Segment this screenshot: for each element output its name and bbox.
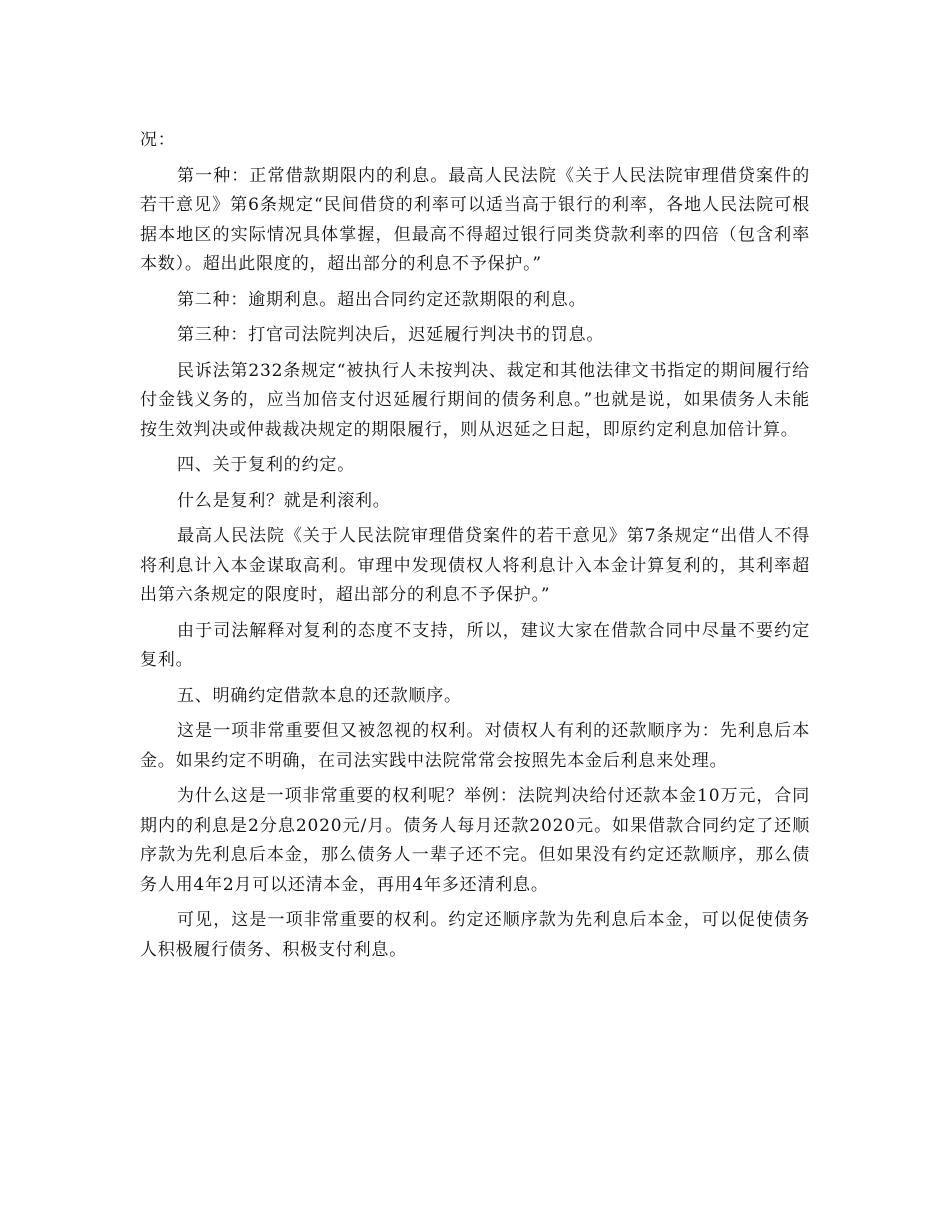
paragraph-repayment-example: 为什么这是一项非常重要的权利呢？举例：法院判决给付还款本金10万元，合同期内的利息是2分息2020元/月。债务人每月还款2020元。如果借款合同约定了还顺序款为先利息后本金，那么债务人一辈子还不完。但如果没有约定还款顺序，那么债务人用4年2月可以还清本金，再用4年多还清利息。: [140, 786, 810, 895]
paragraph-conclusion: 可见，这是一项非常重要的权利。约定还顺序款为先利息后本金，可以促使债务人积极履行债务、积极支付利息。: [140, 910, 810, 960]
heading-compound-interest: 四、关于复利的约定。: [177, 455, 355, 475]
paragraph-article-7: 最高人民法院《关于人民法院审理借贷案件的若干意见》第7条规定“出借人不得将利息计入本金谋取高利。审理中发现债权人将利息计入本金计算复利的，其利率超出第六条规定的限度时，超出部分的利息不予保护。”: [140, 526, 810, 605]
paragraph-compound-advice: 由于司法解释对复利的态度不支持，所以，建议大家在借款合同中尽量不要约定复利。: [140, 620, 810, 670]
paragraph-what-is-compound: 什么是复利？就是利滚利。: [177, 490, 391, 511]
heading-repayment-order: 五、明确约定借款本息的还款顺序。: [177, 685, 462, 706]
paragraph-third-type-interest: 第三种：打官司法院判决后，迟延履行判决书的罚息。: [177, 325, 605, 345]
paragraph-civil-procedure-232: 民诉法第232条规定“被执行人未按判决、裁定和其他法律文书指定的期间履行给付金钱义务的，应当加倍支付迟延履行期间的债务利息。”也就是说，如果债务人未能按生效判决或仲裁裁决规定的期限履行，则从迟延之日起，即原约定利息加倍计算。: [140, 360, 810, 440]
paragraph-first-type-interest: 第一种：正常借款期限内的利息。最高人民法院《关于人民法院审理借贷案件的若干意见》第6条规定“民间借贷的利率可以适当高于银行的利率，各地人民法院可根据本地区的实际情况具体掌握，但最高不得超过银行同类贷款利率的四倍（包含利率本数）。超出此限度的，超出部分的利息不予保护。”: [140, 165, 810, 274]
paragraph-repayment-order-right: 这是一项非常重要但又被忽视的权利。对债权人有利的还款顺序为：先利息后本金。如果约定不明确，在司法实践中法院常常会按照先本金后利息来处理。: [140, 721, 810, 771]
paragraph-second-type-interest: 第二种：逾期利息。超出合同约定还款期限的利息。: [177, 289, 587, 310]
paragraph-continuation: 况：: [140, 130, 176, 150]
